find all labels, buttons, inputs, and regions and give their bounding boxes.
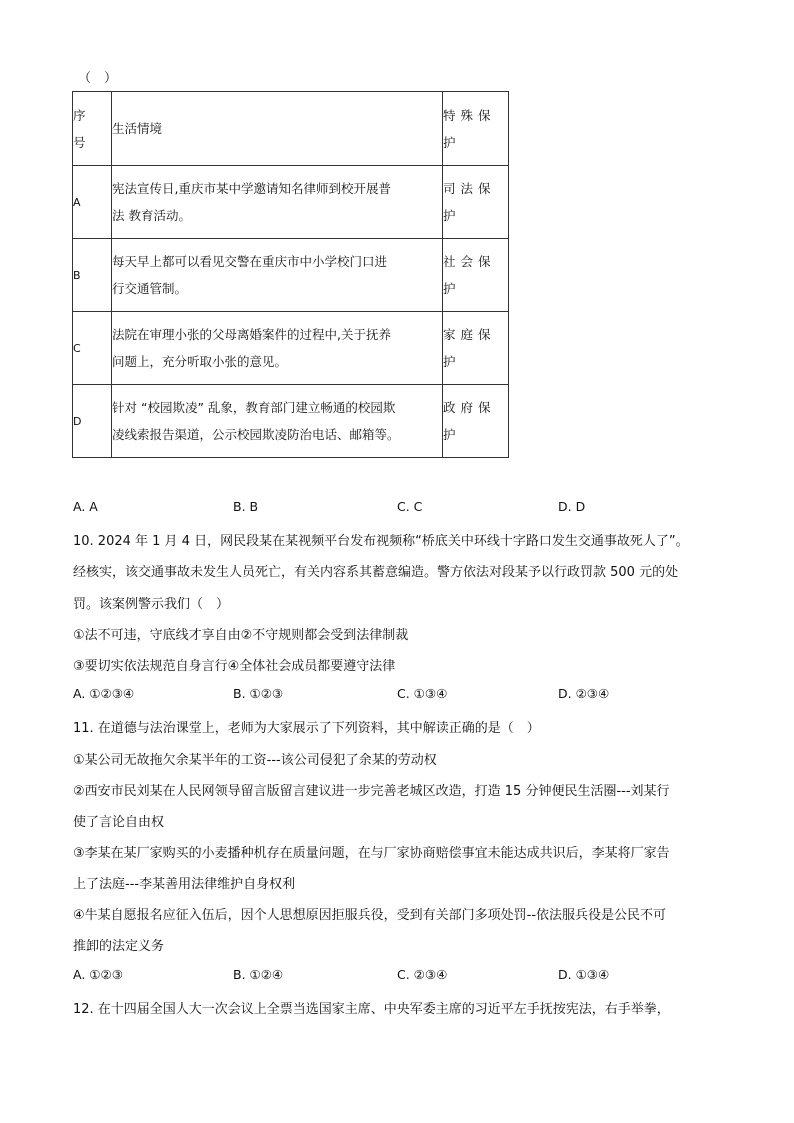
q10-statement-line: ①法不可违，守底线才享自由②不守规则都会受到法律制裁 [73,628,409,643]
table-row [73,239,509,312]
q11-statement-line: ③李某在某厂家购买的小麦播种机存在质量问题，在与厂家协商赔偿事宜未能达成共识后，李某将厂家告 [73,846,670,861]
row-protection-type: 司法保 护 [443,166,509,239]
table-row [73,385,509,458]
row-letter: D [73,385,112,458]
q11-statement-line: ②西安市民刘某在人民网领导留言版留言建议进一步完善老城区改造，打造 15 分钟便民生活圈---刘某行 [73,784,670,799]
q10-option-b: B. ①②③ [233,686,284,701]
table-header-row [73,92,509,166]
q11-statement-line: 上了法庭---李某善用法律维护自身权利 [73,877,296,892]
q10-option-d: D. ②③④ [558,686,610,701]
q9-option-c: C. C [397,499,423,514]
row-scene: 每天早上都可以看见交警在重庆市中小学校门口进 行交通管制。 [112,239,443,312]
q11-statement-line: 推卸的法定义务 [73,939,165,954]
q11-option-b: B. ①②④ [233,967,284,982]
q10-option-c: C. ①③④ [397,686,448,701]
q10-stem-line: 罚。该案例警示我们（ ） [73,597,230,612]
table-row [73,312,509,385]
q11-statement-line: ①某公司无故拖欠余某半年的工资---该公司侵犯了余某的劳动权 [73,753,437,768]
q11-statement-line: ④牛某自愿报名应征入伍后，因个人思想原因拒服兵役，受到有关部门多项处罚--依法服兵役是公民不可 [73,908,667,923]
row-scene: 法院在审理小张的父母离婚案件的过程中,关于抚养 问题上，充分听取小张的意见。 [112,312,443,385]
header-number: 序 号 [73,92,112,166]
row-protection-type: 家庭保 护 [443,312,509,385]
q10-option-a: A. ①②③④ [73,686,135,701]
row-protection-type: 社会保 护 [443,239,509,312]
q11-stem-line: 11. 在道德与法治课堂上，老师为大家展示了下列资料，其中解读正确的是（ ） [73,721,540,736]
q12-stem-line: 12. 在十四届全国人大一次会议上全票当选国家主席、中央军委主席的习近平左手抚按宪法，右手举拳， [73,1002,670,1017]
row-letter: C [73,312,112,385]
q10-statement-line: ③要切实依法规范自身言行④全体社会成员都要遵守法律 [73,659,396,674]
q9-option-b: B. B [233,499,259,514]
row-protection-type: 政府保 护 [443,385,509,458]
table-row [73,166,509,239]
q11-option-d: D. ①③④ [558,967,610,982]
header-protection-type: 特殊保 护 [443,92,509,166]
q10-stem-line: 经核实，该交通事故未发生人员死亡，有关内容系其蓄意编造。警方依法对段某予以行政罚款 500 元的处 [73,565,679,580]
q9-option-d: D. D [558,499,586,514]
row-scene: 宪法宣传日,重庆市某中学邀请知名律师到校开展普 法 教育活动。 [112,166,443,239]
q10-stem-line: 10. 2024 年 1 月 4 日，网民段某在某视频平台发布视频称“桥底关中环线十字路口发生交通事故死人了”。 [73,534,689,549]
header-scene: 生活情境 [112,92,443,166]
scenario-table [72,91,509,458]
row-letter: B [73,239,112,312]
q11-option-c: C. ②③④ [397,967,448,982]
question-answer-parentheses: （ ） [78,71,118,86]
q11-statement-line: 使了言论自由权 [73,815,165,830]
row-scene: 针对 “校园欺凌” 乱象，教育部门建立畅通的校园欺 凌线索报告渠道，公示校园欺凌防治电话、邮箱等。 [112,385,443,458]
q9-option-a: A. A [73,499,98,514]
row-letter: A [73,166,112,239]
q11-option-a: A. ①②③ [73,967,123,982]
